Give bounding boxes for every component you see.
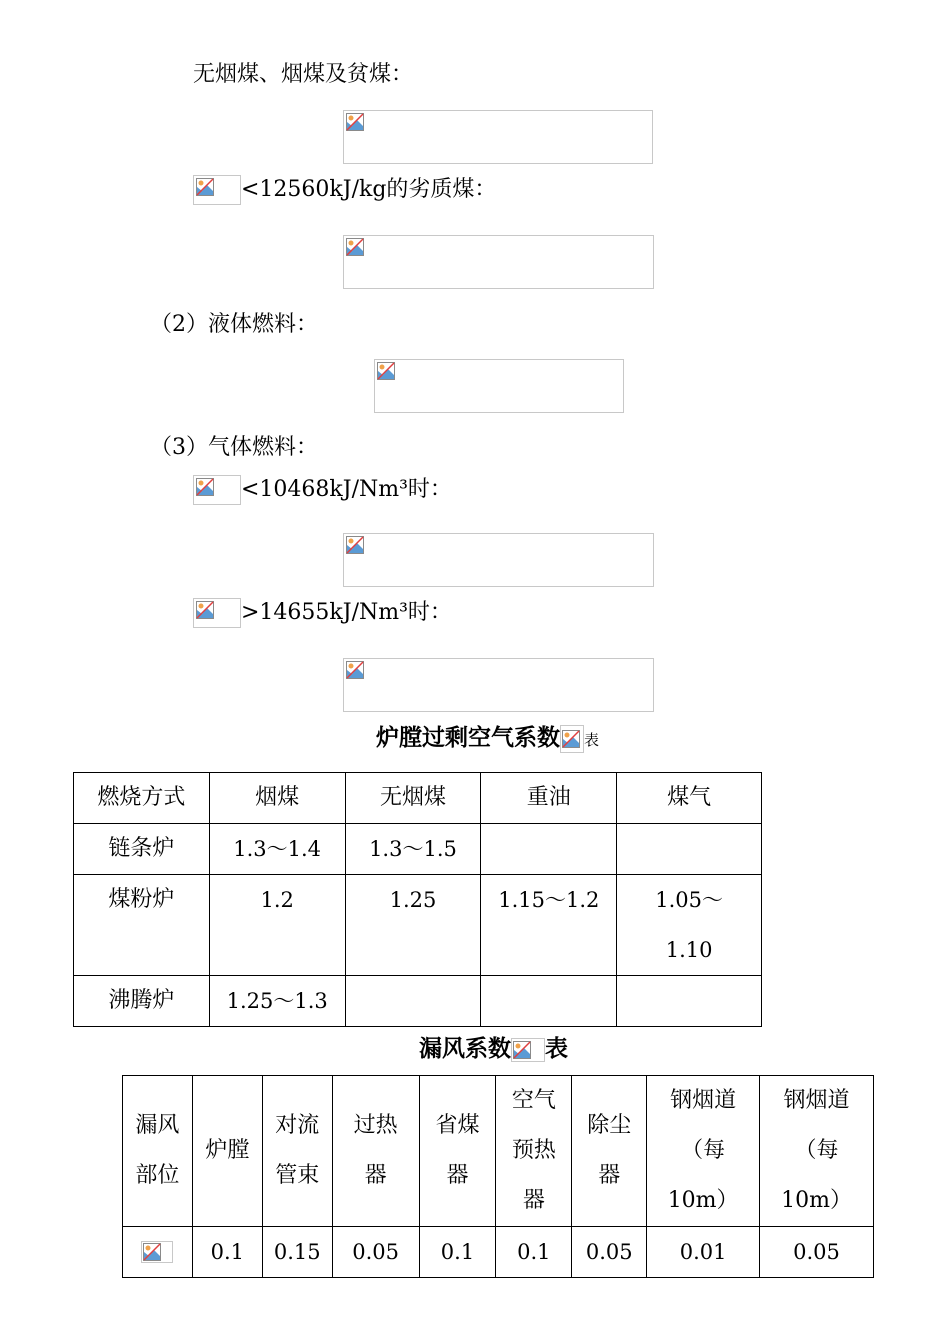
formula-image-1 bbox=[343, 110, 653, 164]
cell-line: 器 bbox=[446, 1163, 469, 1188]
table-cell: 0.1 bbox=[496, 1227, 572, 1278]
table1-title bbox=[376, 723, 599, 755]
cell-line: 器 bbox=[364, 1163, 387, 1188]
header-cell bbox=[123, 1076, 193, 1227]
header-cell bbox=[262, 1076, 332, 1227]
text-low-grade: <12560kJ/kg的劣质煤： bbox=[241, 177, 497, 202]
excess-air-table bbox=[73, 772, 762, 1027]
table-cell: 1.3～1.4 bbox=[209, 824, 345, 875]
inline-formula-image bbox=[193, 175, 241, 205]
table-cell bbox=[481, 976, 617, 1027]
cell-line: 1.05～ bbox=[655, 888, 723, 912]
broken-image-icon bbox=[562, 730, 580, 748]
table-cell: 0.05 bbox=[572, 1227, 647, 1278]
header-cell: 无烟煤 bbox=[345, 773, 481, 824]
inline-formula-image bbox=[193, 598, 241, 628]
table-cell: 1.15～1.2 bbox=[481, 875, 617, 976]
table-cell: 链条炉 bbox=[74, 824, 210, 875]
table-cell: 1.3～1.5 bbox=[345, 824, 481, 875]
table-cell: 煤粉炉 bbox=[74, 875, 210, 976]
inline-formula-image bbox=[560, 725, 584, 753]
cell-line: 器 bbox=[598, 1163, 621, 1188]
header-cell bbox=[647, 1076, 760, 1227]
text-gas-high: >14655kJ/Nm³时： bbox=[241, 600, 452, 625]
header-cell: 重油 bbox=[481, 773, 617, 824]
cell-line: 空气 bbox=[511, 1088, 556, 1113]
table-cell bbox=[617, 875, 762, 976]
header-cell: 燃烧方式 bbox=[74, 773, 210, 824]
broken-image-icon bbox=[196, 178, 214, 196]
cell-line: 10m） bbox=[781, 1188, 852, 1213]
cell-line: 管束 bbox=[275, 1163, 320, 1188]
text-anthracite: 无烟煤、烟煤及贫煤： bbox=[193, 62, 414, 87]
table-cell: 1.25～1.3 bbox=[209, 976, 345, 1027]
table-cell: 0.1 bbox=[192, 1227, 262, 1278]
table1-title-suffix: 表 bbox=[584, 731, 600, 749]
header-cell bbox=[192, 1076, 262, 1227]
broken-image-icon bbox=[143, 1243, 161, 1261]
table-cell: 0.05 bbox=[760, 1227, 874, 1278]
cell-line: 部位 bbox=[135, 1163, 180, 1188]
table-cell: 0.05 bbox=[332, 1227, 419, 1278]
table-row bbox=[74, 976, 762, 1027]
table-row bbox=[74, 824, 762, 875]
cell-line: 过热 bbox=[353, 1113, 398, 1138]
header-cell bbox=[496, 1076, 572, 1227]
table2-title-text: 漏风系数 bbox=[419, 1036, 511, 1062]
cell-line: 钢烟道 bbox=[670, 1088, 737, 1113]
text-liquid: （2）液体燃料： bbox=[150, 312, 318, 337]
table-header-row bbox=[74, 773, 762, 824]
broken-image-icon bbox=[196, 601, 214, 619]
table-cell: 0.01 bbox=[647, 1227, 760, 1278]
table-cell: 1.25 bbox=[345, 875, 481, 976]
table-cell bbox=[345, 976, 481, 1027]
table-cell: 0.15 bbox=[262, 1227, 332, 1278]
cell-line: 预热 bbox=[511, 1138, 556, 1163]
table2-title bbox=[419, 1034, 568, 1064]
cell-line: （每 bbox=[794, 1138, 839, 1163]
table-cell: 1.2 bbox=[209, 875, 345, 976]
inline-formula-image bbox=[141, 1241, 173, 1263]
broken-image-icon bbox=[196, 478, 214, 496]
table-cell bbox=[481, 824, 617, 875]
broken-image-icon bbox=[346, 536, 364, 554]
formula-image-5 bbox=[343, 658, 654, 712]
header-cell bbox=[572, 1076, 647, 1227]
table1-title-text: 炉膛过剩空气系数 bbox=[376, 725, 560, 751]
cell-line: 器 bbox=[522, 1188, 545, 1213]
formula-image-3 bbox=[374, 359, 624, 413]
air-leakage-table bbox=[122, 1075, 874, 1278]
line-gas-high bbox=[193, 598, 452, 628]
cell-line: （每 bbox=[681, 1138, 726, 1163]
cell-line: 除尘 bbox=[587, 1113, 632, 1138]
header-cell: 烟煤 bbox=[209, 773, 345, 824]
table-cell bbox=[617, 824, 762, 875]
inline-formula-image bbox=[193, 475, 241, 505]
broken-image-icon bbox=[513, 1041, 531, 1059]
header-cell bbox=[419, 1076, 496, 1227]
cell-line: 漏风 bbox=[135, 1113, 180, 1138]
table-cell: 沸腾炉 bbox=[74, 976, 210, 1027]
broken-image-icon bbox=[346, 238, 364, 256]
broken-image-icon bbox=[346, 113, 364, 131]
cell-line: 10m） bbox=[667, 1188, 739, 1213]
cell-line: 炉膛 bbox=[205, 1138, 250, 1163]
header-cell bbox=[332, 1076, 419, 1227]
formula-image-4 bbox=[343, 533, 654, 587]
table-cell bbox=[617, 976, 762, 1027]
text-gas: （3）气体燃料： bbox=[150, 435, 318, 460]
line-low-grade bbox=[193, 175, 496, 205]
formula-image-2 bbox=[343, 235, 654, 289]
cell-line: 钢烟道 bbox=[783, 1088, 850, 1113]
broken-image-icon bbox=[377, 362, 395, 380]
inline-formula-image bbox=[511, 1038, 545, 1062]
line-gas-low bbox=[193, 475, 452, 505]
table-cell: 0.1 bbox=[419, 1227, 496, 1278]
cell-line: 对流 bbox=[275, 1113, 320, 1138]
text-gas-low: <10468kJ/Nm³时： bbox=[241, 477, 452, 502]
broken-image-icon bbox=[346, 661, 364, 679]
header-cell bbox=[760, 1076, 874, 1227]
table-row bbox=[74, 875, 762, 976]
cell-line: 1.10 bbox=[665, 938, 713, 962]
table-header-row bbox=[123, 1076, 874, 1227]
header-cell: 煤气 bbox=[617, 773, 762, 824]
table-cell bbox=[123, 1227, 193, 1278]
cell-line: 省煤 bbox=[435, 1113, 480, 1138]
table-row bbox=[123, 1227, 874, 1278]
table2-title-suffix: 表 bbox=[545, 1036, 568, 1062]
